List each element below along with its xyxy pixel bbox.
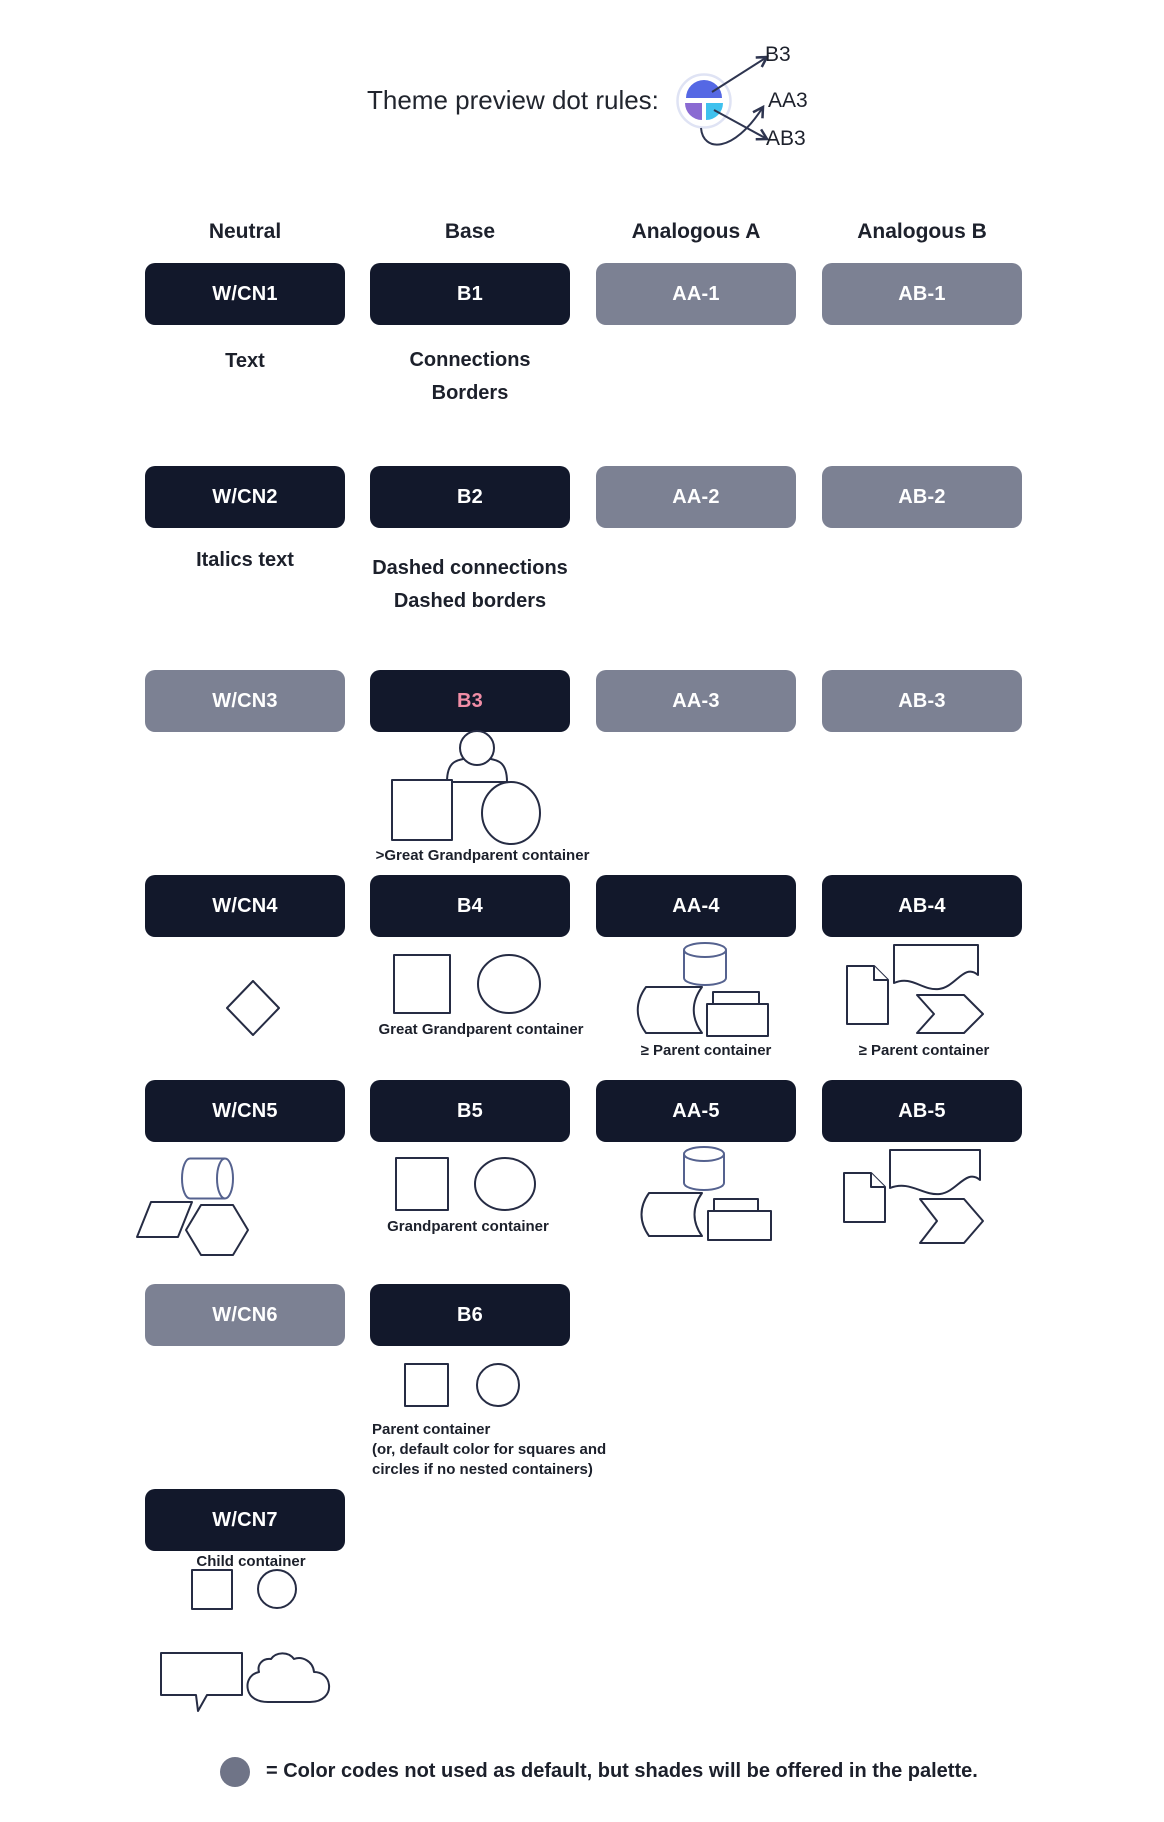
document-fold-icon bbox=[871, 1173, 885, 1187]
caption-b2-line2: Dashed borders bbox=[393, 590, 547, 612]
caption-aa4-shapes: ≥ Parent container bbox=[640, 1042, 772, 1059]
swatch-label: W/CN4 bbox=[212, 894, 278, 917]
swatch-label: AB-5 bbox=[898, 1099, 946, 1122]
circle-icon bbox=[482, 782, 540, 844]
swatch-label: AA-5 bbox=[672, 1099, 720, 1122]
circle-icon bbox=[475, 1158, 535, 1210]
swatch-ab5 bbox=[822, 1080, 1022, 1142]
caption-wcn2: Italics text bbox=[196, 549, 294, 571]
swatch-aa1 bbox=[596, 263, 796, 325]
caption-b3-shapes: >Great Grandparent container bbox=[375, 847, 590, 864]
wcn7-shapes-group bbox=[190, 1568, 305, 1613]
aa4-shapes-group bbox=[632, 940, 772, 1038]
chevron-icon bbox=[920, 1199, 983, 1243]
folder-icon bbox=[707, 1004, 768, 1036]
swatch-ab3 bbox=[822, 670, 1022, 732]
swatch-label: AA-2 bbox=[672, 485, 720, 508]
folder-tab-icon bbox=[713, 992, 759, 1004]
diamond-group bbox=[225, 980, 281, 1036]
column-header-analogous-a: Analogous A bbox=[631, 220, 761, 243]
aa5-shapes-group bbox=[636, 1144, 776, 1244]
caption-b6-line1: Parent container bbox=[372, 1421, 491, 1438]
cylinder-top-icon bbox=[684, 1147, 724, 1161]
ab4-shapes-group bbox=[845, 940, 990, 1038]
wave-document-icon bbox=[894, 945, 978, 989]
document-icon bbox=[844, 1173, 885, 1222]
wcn5-shapes-group bbox=[130, 1145, 255, 1260]
legend-dot-icon bbox=[220, 1757, 250, 1787]
chevron-icon bbox=[917, 995, 983, 1033]
b4-shapes-group bbox=[392, 953, 547, 1017]
swatch-b2 bbox=[370, 466, 570, 528]
square-icon bbox=[405, 1364, 448, 1406]
cylinder-top-icon bbox=[684, 943, 726, 957]
dot-rule-arrows bbox=[655, 30, 835, 170]
person-head-icon bbox=[460, 731, 494, 765]
swatch-ab1 bbox=[822, 263, 1022, 325]
caption-b2 bbox=[345, 552, 595, 618]
swatch-wcn5 bbox=[145, 1080, 345, 1142]
swatch-label: AA-1 bbox=[672, 282, 720, 305]
parallelogram-icon bbox=[137, 1202, 192, 1237]
circle-icon bbox=[478, 955, 540, 1013]
swatch-wcn4 bbox=[145, 875, 345, 937]
swatch-label: AB-1 bbox=[898, 282, 946, 305]
column-header-neutral: Neutral bbox=[208, 220, 282, 243]
ab5-shapes-group bbox=[842, 1148, 987, 1248]
square-icon bbox=[392, 780, 452, 840]
arrow-to-b3 bbox=[712, 57, 767, 92]
swatch-label: AB-3 bbox=[898, 689, 946, 712]
page-title: Theme preview dot rules: bbox=[367, 85, 659, 115]
arrow-to-aa3 bbox=[701, 107, 763, 145]
caption-wcn1: Text bbox=[225, 350, 265, 372]
folder-tab-icon bbox=[714, 1199, 758, 1211]
caption-wcn7: Child container bbox=[196, 1553, 306, 1570]
dot-rule-label-ab3: AB3 bbox=[766, 127, 806, 150]
swatch-label: B6 bbox=[457, 1303, 483, 1326]
cloud-icon bbox=[247, 1653, 329, 1702]
caption-b1-line1: Connections bbox=[409, 349, 531, 371]
swatch-label: W/CN5 bbox=[212, 1099, 278, 1122]
folder-icon bbox=[708, 1211, 771, 1240]
swatch-label: W/CN7 bbox=[212, 1508, 278, 1531]
swatch-label: AA-4 bbox=[672, 894, 720, 917]
swatch-label: AA-3 bbox=[672, 689, 720, 712]
caption-b1-line2: Borders bbox=[431, 382, 509, 404]
swatch-label: W/CN3 bbox=[212, 689, 278, 712]
b5-shapes-group bbox=[394, 1156, 539, 1214]
square-icon bbox=[192, 1570, 232, 1609]
swatch-wcn6 bbox=[145, 1284, 345, 1346]
caption-b2-line1: Dashed connections bbox=[372, 557, 568, 579]
caption-b4-shapes: Great Grandparent container bbox=[378, 1021, 584, 1038]
swatch-b1 bbox=[370, 263, 570, 325]
swatch-wcn1 bbox=[145, 263, 345, 325]
diamond-icon bbox=[227, 981, 279, 1035]
legend-text: = Color codes not used as default, but shades will be offered in the palette. bbox=[266, 1760, 978, 1782]
document-fold-icon bbox=[874, 966, 888, 980]
swatch-label: B2 bbox=[457, 485, 483, 508]
stored-data-icon bbox=[638, 987, 702, 1033]
caption-ab4-shapes: ≥ Parent container bbox=[858, 1042, 990, 1059]
caption-b6-line3: circles if no nested containers) bbox=[372, 1461, 593, 1478]
swatch-b4 bbox=[370, 875, 570, 937]
horizontal-cylinder-cap-icon bbox=[217, 1159, 233, 1199]
swatch-label: W/CN2 bbox=[212, 485, 278, 508]
swatch-label: B5 bbox=[457, 1099, 483, 1122]
swatch-aa5 bbox=[596, 1080, 796, 1142]
caption-b6 bbox=[372, 1420, 606, 1480]
swatch-wcn7 bbox=[145, 1489, 345, 1551]
swatch-b3 bbox=[370, 670, 570, 732]
b6-shapes-group bbox=[403, 1362, 528, 1410]
swatch-label: AB-2 bbox=[898, 485, 946, 508]
hexagon-icon bbox=[186, 1205, 248, 1255]
swatch-label: W/CN6 bbox=[212, 1303, 278, 1326]
swatch-b5 bbox=[370, 1080, 570, 1142]
wave-document-icon bbox=[890, 1150, 980, 1194]
speech-bubble-icon bbox=[161, 1653, 242, 1711]
swatch-wcn3 bbox=[145, 670, 345, 732]
swatch-b6 bbox=[370, 1284, 570, 1346]
circle-icon bbox=[258, 1570, 296, 1608]
caption-b1 bbox=[370, 344, 570, 410]
caption-b5-shapes: Grandparent container bbox=[387, 1218, 549, 1235]
swatch-aa2 bbox=[596, 466, 796, 528]
swatch-aa3 bbox=[596, 670, 796, 732]
column-header-base: Base bbox=[444, 220, 496, 243]
swatch-label: AB-4 bbox=[898, 894, 946, 917]
swatch-label: B1 bbox=[457, 282, 483, 305]
stored-data-icon bbox=[642, 1193, 703, 1236]
person-square-circle-group bbox=[385, 725, 560, 853]
swatch-label: B3 bbox=[457, 689, 483, 712]
square-icon bbox=[396, 1158, 448, 1210]
dot-rule-label-aa3: AA3 bbox=[768, 89, 808, 112]
caption-b6-line2: (or, default color for squares and bbox=[372, 1441, 607, 1458]
swatch-ab2 bbox=[822, 466, 1022, 528]
column-header-analogous-b: Analogous B bbox=[857, 220, 987, 243]
square-icon bbox=[394, 955, 450, 1013]
swatch-ab4 bbox=[822, 875, 1022, 937]
swatch-aa4 bbox=[596, 875, 796, 937]
swatch-wcn2 bbox=[145, 466, 345, 528]
swatch-label: B4 bbox=[457, 894, 483, 917]
dot-rule-label-b3: B3 bbox=[765, 43, 791, 66]
swatch-label: W/CN1 bbox=[212, 282, 278, 305]
circle-icon bbox=[477, 1364, 519, 1406]
bubble-cloud-group bbox=[158, 1648, 338, 1716]
